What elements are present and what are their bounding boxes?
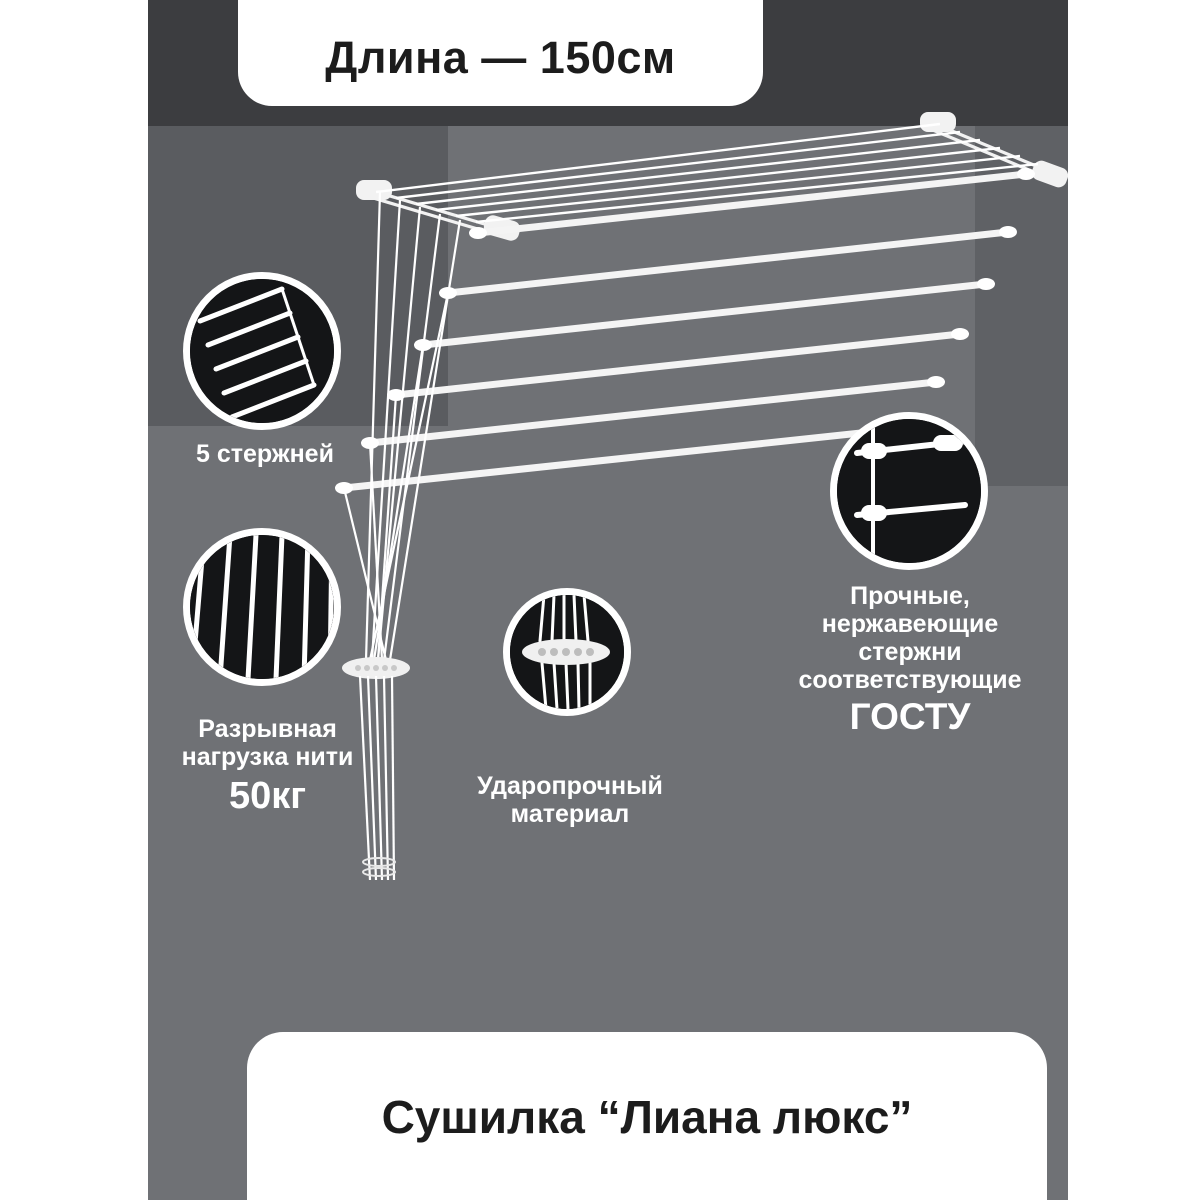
feature-caption-steel-line2: нержавеющие bbox=[821, 610, 999, 638]
background-left-panel bbox=[0, 0, 148, 1200]
feature-caption-material bbox=[450, 772, 690, 828]
feature-caption-load-value: 50кг bbox=[228, 775, 307, 817]
feature-bubble-material bbox=[503, 588, 631, 716]
top-banner-text: Длина — 150см bbox=[325, 32, 676, 83]
cords-closeup-icon bbox=[190, 535, 334, 679]
feature-caption-steel-line3: стержни bbox=[858, 638, 962, 666]
rods-closeup-icon bbox=[190, 279, 334, 423]
feature-caption-steel-value: ГОСТУ bbox=[849, 696, 971, 737]
feature-caption-load-line2: нагрузка нити bbox=[181, 743, 354, 771]
feature-caption-steel-line4: соответствующие bbox=[798, 666, 1022, 694]
cord-lock-icon bbox=[510, 595, 624, 709]
top-banner bbox=[238, 0, 763, 106]
feature-caption-material-line1: Ударопрочный bbox=[477, 772, 663, 800]
feature-caption-steel-line1: Прочные, bbox=[850, 582, 970, 610]
bracket-closeup-icon bbox=[837, 419, 981, 563]
feature-caption-load-line1: Разрывная bbox=[198, 715, 337, 743]
bottom-banner-text: Сушилка “Лиана люкс” bbox=[381, 1091, 913, 1143]
feature-bubble-load bbox=[183, 528, 341, 686]
background-right-panel bbox=[1068, 0, 1200, 1200]
feature-caption-load bbox=[140, 715, 395, 818]
feature-caption-rods-text: 5 стержней bbox=[196, 440, 334, 468]
bottom-banner bbox=[247, 1032, 1047, 1200]
feature-bubble-steel bbox=[830, 412, 988, 570]
feature-caption-rods bbox=[150, 440, 380, 468]
feature-caption-steel bbox=[765, 582, 1055, 737]
feature-caption-material-line2: материал bbox=[510, 800, 630, 828]
feature-bubble-rods bbox=[183, 272, 341, 430]
